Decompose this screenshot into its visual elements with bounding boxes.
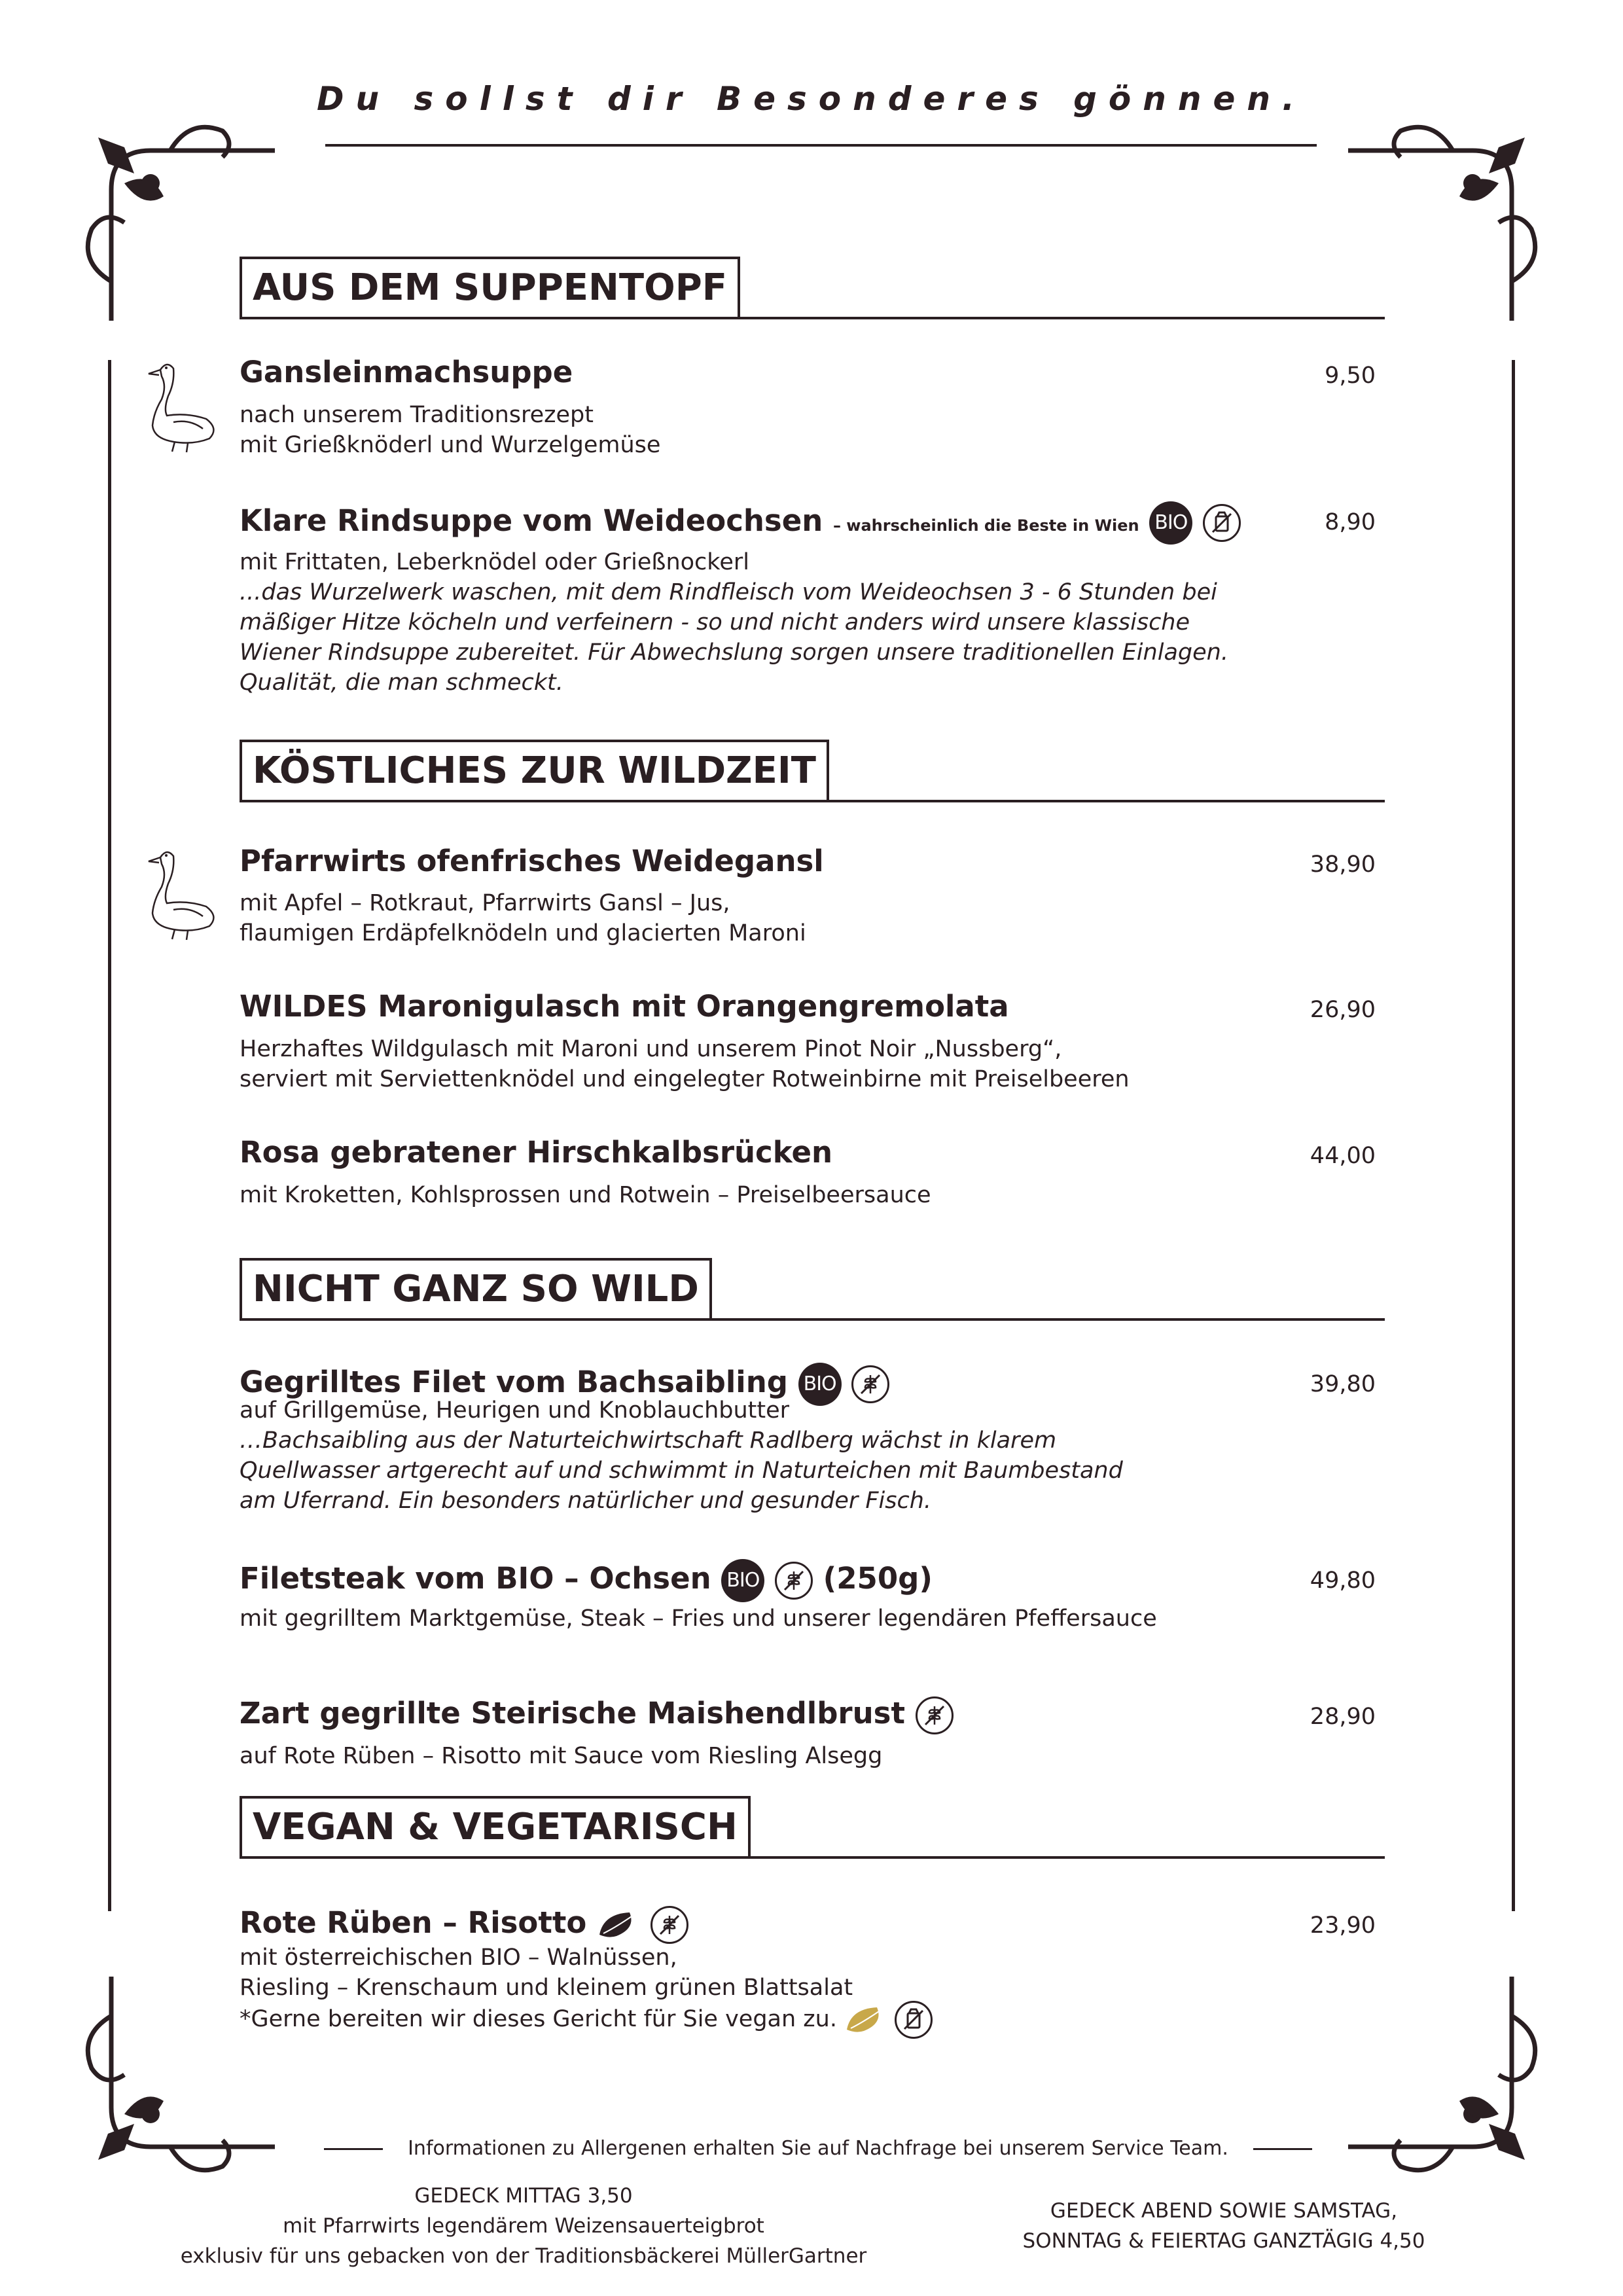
menu-item-description: flaumigen Erdäpfelknödeln und glacierten Maroni xyxy=(240,920,806,946)
bio-badge: BIO xyxy=(721,1559,764,1602)
gedeck-abend-detail: SONNTAG & FEIERTAG GANZTÄGIG 4,50 xyxy=(1022,2229,1425,2253)
menu-item-story: am Uferrand. Ein besonders natürlicher und gesunder Fisch. xyxy=(240,1488,932,1514)
menu-item-name: Filetsteak vom BIO – Ochsen xyxy=(240,1561,711,1596)
menu-item-price: 8,90 xyxy=(1325,509,1376,535)
bio-badge: BIO xyxy=(1149,501,1192,545)
menu-item-description: mit österreichischen BIO – Walnüssen, xyxy=(240,1945,677,1971)
menu-item-description: Herzhaftes Wildgulasch mit Maroni und unserem Pinot Noir „Nussberg“, xyxy=(240,1036,1062,1062)
right-border xyxy=(1512,360,1515,1911)
menu-item-name: Klare Rindsuppe vom Weideochsen xyxy=(240,503,823,538)
menu-item-description: serviert mit Serviettenknödel und eingelegter Rotweinbirne mit Preiselbeeren xyxy=(240,1066,1130,1092)
menu-item-name: Gegrilltes Filet vom Bachsaibling xyxy=(240,1365,788,1399)
menu-item-name-row xyxy=(240,1695,954,1734)
section-title: NICHT GANZ SO WILD xyxy=(240,1258,712,1318)
lactose-free-icon xyxy=(895,2001,933,2039)
menu-item-price: 23,90 xyxy=(1310,1912,1376,1939)
menu-item-story: Wiener Rindsuppe zubereitet. Für Abwechslung sorgen unsere traditionellen Einlagen. xyxy=(240,639,1228,666)
menu-item-name-row xyxy=(240,1559,933,1602)
menu-item-portion: (250g) xyxy=(823,1561,933,1596)
ornament-corner-top-right xyxy=(1342,111,1551,321)
menu-item-name: Rosa gebratener Hirschkalbsrücken xyxy=(240,1135,832,1170)
menu-item-name: WILDES Maronigulasch mit Orangengremolata xyxy=(240,989,1009,1024)
menu-item-description: auf Grillgemüse, Heurigen und Knoblauchbutter xyxy=(240,1397,790,1424)
menu-item-story: Qualität, die man schmeckt. xyxy=(240,670,563,696)
menu-item-description: nach unserem Traditionsrezept xyxy=(240,402,594,428)
footer-divider xyxy=(1253,2148,1312,2150)
section-rule xyxy=(240,317,1385,319)
menu-item-description: mit Kroketten, Kohlsprossen und Rotwein – Preiselbeersauce xyxy=(240,1182,931,1208)
menu-item-price: 38,90 xyxy=(1310,852,1376,878)
menu-item-price: 44,00 xyxy=(1310,1143,1376,1169)
gedeck-mittag-detail: exklusiv für uns gebacken von der Traditionsbäckerei MüllerGartner xyxy=(180,2244,867,2268)
menu-item-price: 26,90 xyxy=(1310,997,1376,1023)
menu-item-price: 49,80 xyxy=(1310,1568,1376,1594)
menu-item-price: 28,90 xyxy=(1310,1704,1376,1730)
vegan-option-row xyxy=(240,2001,933,2039)
gedeck-mittag-title: GEDECK MITTAG 3,50 xyxy=(414,2184,633,2208)
gluten-free-icon xyxy=(916,1696,954,1734)
menu-item-description: auf Rote Rüben – Risotto mit Sauce vom Riesling Alsegg xyxy=(240,1743,883,1769)
menu-item-story: …Bachsaibling aus der Naturteichwirtschaft Radlberg wächst in klarem xyxy=(240,1427,1057,1454)
footer-divider xyxy=(324,2148,383,2150)
menu-item-story: ...das Wurzelwerk waschen, mit dem Rindfleisch vom Weideochsen 3 - 6 Stunden bei xyxy=(240,579,1217,605)
menu-item-subtitle: – wahrscheinlich die Beste in Wien xyxy=(832,516,1139,535)
menu-item-name: Pfarrwirts ofenfrisches Weidegansl xyxy=(240,844,824,878)
menu-item-story: mäßiger Hitze köcheln und verfeinern - so und nicht anders wird unsere klassische xyxy=(240,609,1190,636)
menu-item-description: Riesling – Krenschaum und kleinem grünen Blattsalat xyxy=(240,1975,853,2001)
goose-illustration xyxy=(134,844,223,942)
top-divider xyxy=(325,144,1317,147)
left-border xyxy=(108,360,111,1911)
menu-item-story: Quellwasser artgerecht auf und schwimmt in Naturteichen mit Baumbestand xyxy=(240,1458,1123,1484)
ornament-corner-bottom-right xyxy=(1342,1977,1551,2186)
section-rule xyxy=(240,1318,1385,1321)
tagline: Du sollst dir Besonderes gönnen. xyxy=(317,80,1306,118)
menu-item-description: mit Grießknöderl und Wurzelgemüse xyxy=(240,432,661,458)
gedeck-abend-title: GEDECK ABEND SOWIE SAMSTAG, xyxy=(1050,2199,1398,2223)
menu-item-description: mit Apfel – Rotkraut, Pfarrwirts Gansl – Jus, xyxy=(240,890,730,916)
section-rule xyxy=(240,1856,1385,1859)
section-title: VEGAN & VEGETARISCH xyxy=(240,1796,751,1856)
menu-item-description: *Gerne bereiten wir dieses Gericht für Sie vegan zu. xyxy=(240,2006,837,2032)
gedeck-mittag-detail: mit Pfarrwirts legendärem Weizensauerteigbrot xyxy=(283,2214,764,2238)
menu-item-price: 39,80 xyxy=(1310,1371,1376,1397)
goose-illustration xyxy=(134,357,223,455)
gluten-free-icon xyxy=(651,1906,688,1944)
section-rule xyxy=(240,800,1385,802)
gluten-free-icon xyxy=(775,1562,813,1600)
vegetarian-leaf-icon xyxy=(597,1909,640,1941)
section-title: AUS DEM SUPPENTOPF xyxy=(240,257,740,317)
bio-badge: BIO xyxy=(798,1363,842,1406)
vegan-leaf-icon xyxy=(844,2003,887,2036)
menu-item-price: 9,50 xyxy=(1325,363,1376,389)
gluten-free-icon xyxy=(851,1365,889,1403)
menu-item-name: Zart gegrillte Steirische Maishendlbrust xyxy=(240,1696,905,1731)
menu-item-description: mit Frittaten, Leberknödel oder Grießnockerl xyxy=(240,549,749,575)
menu-item-name: Gansleinmachsuppe xyxy=(240,355,573,389)
menu-item-name-row xyxy=(240,501,1241,545)
lactose-free-icon xyxy=(1203,504,1241,542)
menu-item-name: Rote Rüben – Risotto xyxy=(240,1905,587,1940)
section-title: KÖSTLICHES ZUR WILDZEIT xyxy=(240,740,829,800)
allergen-note: Informationen zu Allergenen erhalten Sie auf Nachfrage bei unserem Service Team. xyxy=(408,2137,1228,2160)
menu-item-description: mit gegrilltem Marktgemüse, Steak – Fries und unserer legendären Pfeffersauce xyxy=(240,1605,1157,1632)
menu-item-name-row xyxy=(240,1905,688,1944)
